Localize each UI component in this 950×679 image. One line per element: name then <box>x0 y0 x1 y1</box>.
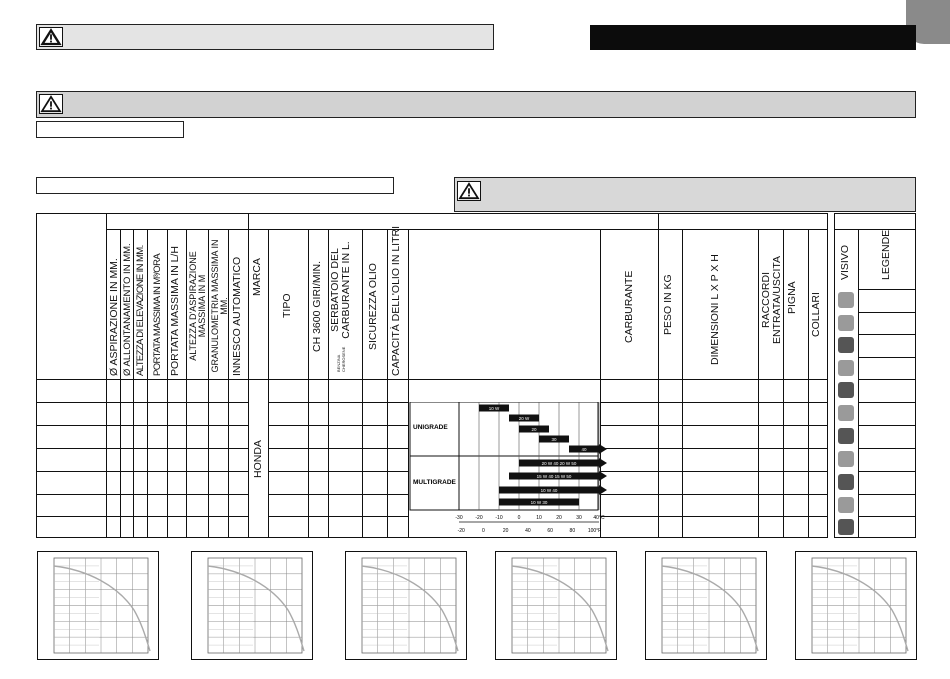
column-line <box>387 229 388 538</box>
header-engine-2: CH 3600 GIRI/MIN. <box>311 260 323 352</box>
oil-celsius-tick: -20 <box>475 515 483 521</box>
model-label-box <box>36 121 184 138</box>
oil-viscosity-chart <box>409 402 609 540</box>
section-label-box <box>36 177 394 194</box>
column-line <box>133 229 134 538</box>
legend-divider <box>858 229 859 538</box>
oil-celsius-tick: -10 <box>495 515 503 521</box>
row-line <box>600 494 828 495</box>
legend-visual-icon <box>838 360 854 376</box>
column-line <box>120 229 121 538</box>
column-line <box>308 229 309 538</box>
row-line <box>600 402 828 403</box>
legend-row-line <box>858 471 916 472</box>
oil-grade-arrow <box>599 471 607 481</box>
legend-row-line <box>858 312 916 313</box>
oil-grade-arrow <box>599 485 607 495</box>
oil-grade-label: 15 W 40 15 W 50 <box>536 474 572 479</box>
oil-celsius-tick: 10 <box>536 515 542 521</box>
legend-visual-icon <box>838 337 854 353</box>
label-multigrade: MULTIGRADE <box>413 479 456 486</box>
header-aspiration-7: INNESCO AUTOMATICO <box>231 256 243 376</box>
oil-celsius-tick: 0 <box>517 515 521 521</box>
header-aspiration-1: Ø ALLONTANAMENTO IN MM. <box>122 243 133 376</box>
legend-visual-icon <box>838 451 854 467</box>
legend-top-line <box>834 229 916 230</box>
header-misc-2: RACCORDI ENTRATA/USCITA <box>760 255 783 345</box>
oil-grade-label: 20 W <box>518 416 530 421</box>
row-line <box>36 425 248 426</box>
header-engine-1: TIPO <box>281 293 293 318</box>
header-aspiration-3: PORTATA MASSIMA IN M³/ORA <box>152 253 163 376</box>
oil-grade-label: 10 W 40 <box>540 488 558 493</box>
header-aspiration-5: ALTEZZA D'ASPIRAZIONE MASSIMA IN M <box>188 251 207 361</box>
column-line <box>147 229 148 538</box>
column-line <box>783 229 784 538</box>
performance-graph <box>191 551 313 660</box>
column-line <box>682 229 683 538</box>
chapter-header-bar <box>590 25 916 50</box>
oil-fahrenheit-tick: 60 <box>547 528 553 534</box>
performance-graph <box>37 551 159 660</box>
row-line <box>600 471 828 472</box>
header-engine-0: MARCA <box>251 258 263 296</box>
oil-celsius-tick: -30 <box>455 515 463 521</box>
oil-celsius-tick: 40°C <box>593 515 605 521</box>
row-line <box>268 494 408 495</box>
oil-fahrenheit-tick: -20 <box>457 528 465 534</box>
legend-row-line <box>858 334 916 335</box>
header-legend-0: VISIVO <box>839 244 851 280</box>
column-group-line <box>248 213 249 538</box>
legend-visual-icon <box>838 428 854 444</box>
header-fuel: CARBURANTE <box>623 270 635 343</box>
header-misc-3: PIGNA <box>786 281 798 314</box>
header-legend-1: LEGENDE <box>880 229 892 280</box>
legend-row-line <box>858 516 916 517</box>
warning-banner-top <box>36 24 494 50</box>
legend-visual-icon <box>838 382 854 398</box>
header-aspiration-4: PORTATA MASSIMA IN L/H <box>169 246 181 376</box>
oil-celsius-tick: 20 <box>556 515 562 521</box>
row-line <box>36 448 248 449</box>
row-line <box>36 402 248 403</box>
oil-grade-label: 10 W 30 <box>530 500 548 505</box>
brand-honda: HONDA <box>252 440 264 478</box>
row-line <box>268 471 408 472</box>
oil-fahrenheit-tick: 80 <box>569 528 576 534</box>
warning-icon <box>457 181 481 201</box>
row-line <box>36 516 248 517</box>
warning-banner-right <box>454 177 916 212</box>
legend-row-line <box>858 425 916 426</box>
column-line <box>208 229 209 538</box>
column-group-line <box>658 213 659 538</box>
legend-row-line <box>858 379 916 380</box>
legend-row-line <box>858 289 916 290</box>
oil-grade-label: 30 <box>551 437 557 442</box>
column-line <box>362 229 363 538</box>
header-engine-3: SERBATOIO DEL CARBURANTE IN L. <box>329 241 352 339</box>
column-line <box>167 229 168 538</box>
performance-graph <box>345 551 467 660</box>
legend-row-line <box>858 494 916 495</box>
row-line <box>268 402 408 403</box>
row-line <box>600 425 828 426</box>
warning-icon <box>39 27 63 47</box>
performance-graph <box>495 551 617 660</box>
header-aspiration-0: Ø ASPIRAZIONE IN MM. <box>108 258 120 376</box>
legend-visual-icon <box>838 315 854 331</box>
warning-icon <box>39 94 63 114</box>
header-aspiration-6: GRANULOMETRIA MASSIMA IN MM. <box>210 239 229 373</box>
oil-grade-label: 20 <box>531 427 537 432</box>
header-engine-5: CAPACITÀ DELL'OLIO IN LITRI <box>390 225 402 376</box>
legend-visual-icon <box>838 292 854 308</box>
legend-visual-icon <box>838 405 854 421</box>
column-line <box>186 229 187 538</box>
header-misc-1: DIMENSIONI L X P X H <box>709 254 721 365</box>
row-line <box>268 516 408 517</box>
oil-grade-arrow <box>599 458 607 468</box>
oil-grade-label: 10 W <box>488 406 500 411</box>
legend-row-line <box>858 402 916 403</box>
oil-grade-label: 40 <box>581 447 587 452</box>
column-group-line <box>106 213 107 538</box>
header-aspiration-2: ALTEZZA DI ELEVAZIONE IN MM. <box>135 245 146 376</box>
tank-sub-label-1: CHEROSENE <box>341 346 346 372</box>
row-line <box>36 494 248 495</box>
column-line <box>808 229 809 538</box>
row-line <box>36 471 248 472</box>
warning-banner-wide <box>36 91 916 118</box>
row-line <box>600 516 828 517</box>
header-engine-4: SICUREZZA OLIO <box>367 263 379 350</box>
header-top-line <box>106 229 828 230</box>
legend-row-line <box>858 357 916 358</box>
legend-visual-icon <box>838 497 854 513</box>
label-unigrade: UNIGRADE <box>413 424 448 431</box>
column-line <box>758 229 759 538</box>
header-misc-0: PESO IN KG <box>662 274 674 335</box>
legend-visual-icon <box>838 474 854 490</box>
oil-grade-arrow <box>599 444 607 454</box>
row-line <box>600 448 828 449</box>
oil-fahrenheit-tick: 20 <box>502 528 509 534</box>
header-bottom-line <box>36 379 828 380</box>
oil-fahrenheit-tick: 0 <box>482 528 485 534</box>
row-line <box>268 448 408 449</box>
oil-celsius-tick: 30 <box>576 515 582 521</box>
oil-fahrenheit-tick: 100°F <box>587 528 602 534</box>
legend-visual-icon <box>838 519 854 535</box>
row-line <box>268 425 408 426</box>
oil-fahrenheit-tick: 40 <box>525 528 531 534</box>
tank-sub-label-0: BENZINA <box>336 354 341 372</box>
performance-graph <box>795 551 917 660</box>
header-misc-4: COLLARI <box>810 292 822 337</box>
performance-graph <box>645 551 767 660</box>
oil-grade-label: 20 W 40 20 W 50 <box>541 461 577 466</box>
legend-row-line <box>858 448 916 449</box>
column-line <box>268 229 269 538</box>
